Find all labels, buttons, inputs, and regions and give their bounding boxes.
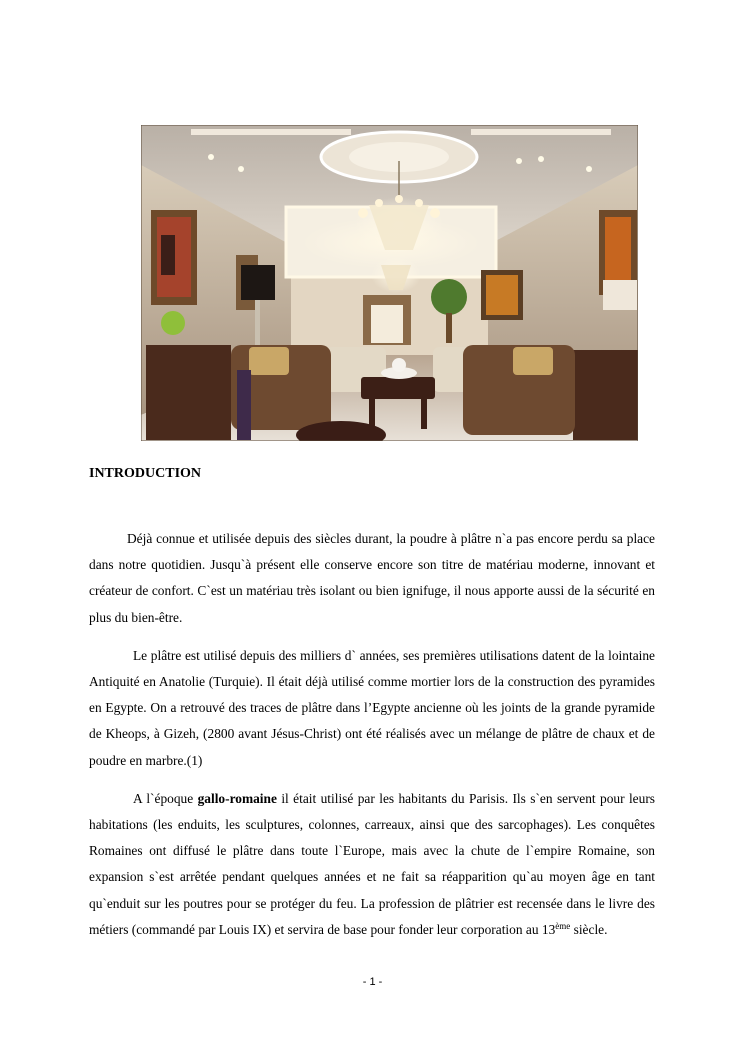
introduction-heading: INTRODUCTION	[89, 466, 202, 481]
paragraph-1: Déjà connue et utilisée depuis des siècles durant, la poudre à plâtre n`a pas encore perdu sa place dans notre quotidien. Jusqu`à présent elle conserve encore son titre de matériau moderne, innovant et créateur de confort. C`est un matériau très isolant ou bien ignifuge, il nous apporte aussi de la sécurité en plus du bien-être.	[89, 531, 655, 625]
paragraph-2: Le plâtre est utilisé depuis des milliers d` années, ses premières utilisations datent de la lointaine Antiquité en Anatolie (Turquie). Il était déjà utilisé comme mortier lors de la construction des pyramides en Egypte. On a retrouvé des traces de plâtre dans l’Egypte ancienne où les joints de la grande pyramide de Kheops, à Gizeh, (2800 avant Jésus-Christ) ont été réalisés avec un mélange de plâtre de chaux et de poudre en marbre.(1)	[89, 647, 655, 768]
gallo-romaine-bold: gallo-romaine	[197, 790, 277, 806]
paragraph-3-body: il était utilisé par les habitants du Parisis. Ils s`en servent pour leurs habitations (les enduits, les sculptures, colonnes, carreaux, ainsi que des sarcophages). Les conquêtes Romaines ont diffusé le plâtre dans toute l`Europe, mais avec la chute de l`empire Romaine, son expansion s`est arrêtée pendant quelques années et ne fait sa réapparition qu`au moyen âge en tant qu`enduit sur les poutres pour se protéger du feu. La profession de plâtrier est recensée dans le livre des métiers (commandé par Louis IX) et servira de base pour fonder leur corporation au 13	[89, 790, 655, 937]
century-superscript: ème	[555, 920, 571, 931]
paragraph-3	[89, 786, 655, 943]
living-room-photo	[141, 125, 638, 441]
paragraph-3-end: siècle.	[570, 921, 608, 937]
page-number: - 1 -	[362, 976, 383, 988]
paragraph-3-start: A l`époque	[133, 790, 198, 806]
body-text	[89, 526, 655, 955]
